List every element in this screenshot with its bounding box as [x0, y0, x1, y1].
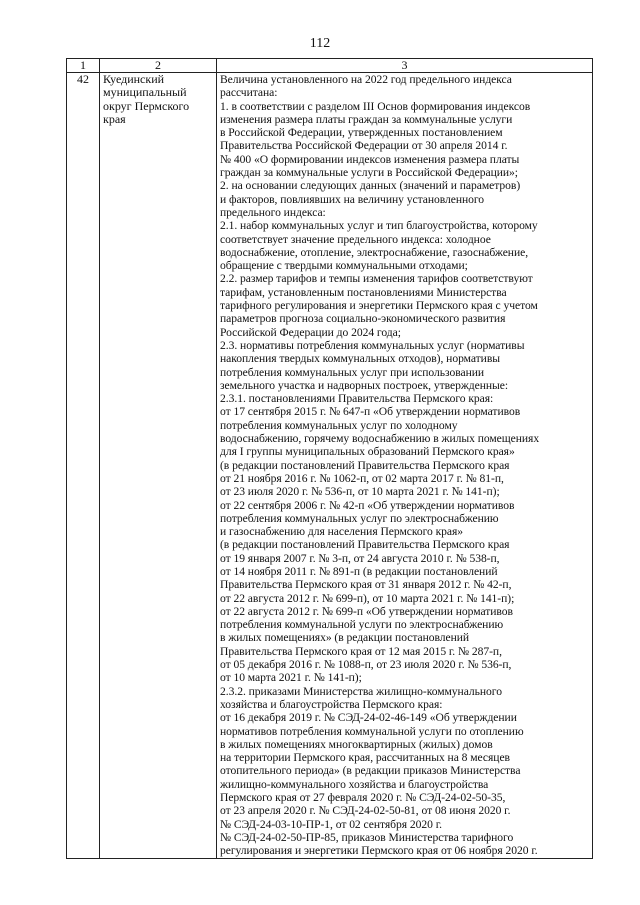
text-line: от 22 августа 2012 г. № 699-п), от 10 марта 2021 г. № 141-п);	[220, 591, 515, 605]
territory-line: округ Пермского	[103, 99, 190, 113]
text-line: обращение с твердыми коммунальными отходами;	[220, 259, 468, 273]
column-header-1: 1	[67, 59, 100, 73]
text-line: предельного индекса:	[220, 205, 326, 219]
row-description	[217, 73, 593, 859]
text-line: (в редакции постановлений Правительства Пермского края	[220, 458, 510, 472]
text-line: Величина установленного на 2022 год предельного индекса	[220, 73, 512, 86]
text-line: в жилых помещениях» (в редакции постановлений	[220, 631, 470, 645]
text-line: и факторов, повлиявших на величину установленного	[220, 192, 485, 206]
text-line: от 10 марта 2021 г. № 141-п);	[220, 671, 362, 685]
table-header-row	[67, 59, 593, 73]
text-line: в жилых помещениях многоквартирных (жилых) домов	[220, 737, 493, 751]
text-line: (в редакции постановлений Правительства Пермского края	[220, 538, 510, 552]
text-line: № СЭД-24-03-10-ПР-1, от 02 сентября 2020 г.	[220, 817, 442, 831]
text-line: регулирования и энергетики Пермского края от 06 ноября 2020 г.	[220, 844, 538, 858]
text-line: Правительства Пермского края от 12 мая 2015 г. № 287-п,	[220, 644, 502, 658]
text-line: 2.1. набор коммунальных услуг и тип благоустройства, которому	[220, 219, 538, 233]
text-line: от 17 сентября 2015 г. № 647-п «Об утверждении нормативов	[220, 405, 521, 419]
text-line: от 16 декабря 2019 г. № СЭД-24-02-46-149 «Об утверждении	[220, 711, 517, 725]
text-line: 2.3.2. приказами Министерства жилищно-коммунального	[220, 684, 502, 698]
text-line: от 19 января 2007 г. № 3-п, от 24 августа 2010 г. № 538-п,	[220, 551, 500, 565]
text-line: для I группы муниципальных образований Пермского края»	[220, 445, 515, 459]
text-line: рассчитана:	[220, 86, 278, 100]
row-number: 42	[67, 73, 100, 859]
text-line: параметров прогноза социально-экономического развития	[220, 312, 506, 326]
text-line: от 23 июля 2020 г. № 536-п, от 10 марта 2021 г. № 141-п);	[220, 485, 500, 499]
text-line: на территории Пермского края, рассчитанных на 8 месяцев	[220, 751, 510, 765]
text-line: от 05 декабря 2016 г. № 1088-п, от 23 июля 2020 г. № 536-п,	[220, 658, 512, 672]
text-line: накопления твердых коммунальных отходов), нормативы	[220, 352, 500, 366]
text-line: 2.3.1. постановлениями Правительства Пермского края:	[220, 392, 494, 406]
text-line: 2.3. нормативы потребления коммунальных услуг (нормативы	[220, 338, 525, 352]
territory-line: муниципальный	[103, 86, 187, 100]
column-header-3: 3	[217, 59, 593, 73]
text-line: № 400 «О формировании индексов изменения размера платы	[220, 152, 520, 166]
text-line: и газоснабжению для населения Пермского края»	[220, 525, 464, 539]
territory-line: Куединский	[103, 73, 165, 86]
text-line: Правительства Пермского края от 31 января 2012 г. № 42-п,	[220, 578, 512, 592]
text-line: № СЭД-24-02-50-ПР-85, приказов Министерства тарифного	[220, 830, 514, 844]
text-line: Правительства Российской Федерации от 30 апреля 2014 г.	[220, 139, 508, 153]
text-line: от 22 августа 2012 г. № 699-п «Об утверждении нормативов	[220, 604, 513, 618]
text-line: нормативов потребления коммунальной услуги по отоплению	[220, 724, 524, 738]
text-line: 1. в соответствии с разделом III Основ формирования индексов	[220, 99, 531, 113]
text-line: граждан за коммунальные услуги в Российской Федерации»;	[220, 166, 518, 180]
text-line: потребления коммунальных услуг по холодному	[220, 418, 458, 432]
text-line: 2. на основании следующих данных (значений и параметров)	[220, 179, 521, 193]
text-line: от 23 апреля 2020 г. № СЭД-24-02-50-81, от 08 июня 2020 г.	[220, 804, 511, 818]
text-line: потребления коммунальной услуги по электроснабжению	[220, 618, 504, 632]
text-line: водоснабжению, горячему водоснабжению в жилых помещениях	[220, 432, 540, 446]
document-table	[66, 58, 593, 859]
text-line: 2.2. размер тарифов и темпы изменения тарифов соответствуют	[220, 272, 533, 286]
text-line: потребления коммунальных услуг по электроснабжению	[220, 511, 499, 525]
text-line: соответствует значение предельного индекса: холодное	[220, 232, 491, 246]
territory-name	[100, 73, 217, 859]
text-line: хозяйства и благоустройства Пермского края:	[220, 697, 443, 711]
text-line: Пермского края от 27 февраля 2020 г. № СЭД-24-02-50-35,	[220, 791, 506, 805]
text-line: отопительного периода» (в редакции приказов Министерства	[220, 764, 521, 778]
text-line: потребления коммунальных услуг при использовании	[220, 365, 485, 379]
page-number: 112	[309, 36, 331, 51]
column-header-2: 2	[100, 59, 217, 73]
text-line: тарифного регулирования и энергетики Пермского края с учетом	[220, 299, 538, 313]
text-line: от 22 сентября 2006 г. № 42-п «Об утверждении нормативов	[220, 498, 515, 512]
territory-line: края	[103, 112, 126, 126]
text-line: тарифам, установленным постановлениями Министерства	[220, 285, 507, 299]
text-line: от 21 ноября 2016 г. № 1062-п, от 02 марта 2017 г. № 81-п,	[220, 471, 504, 485]
text-line: в Российской Федерации, утвержденных постановлением	[220, 126, 503, 140]
text-line: жилищно-коммунального хозяйства и благоустройства	[220, 777, 489, 791]
text-line: Российской Федерации до 2024 года;	[220, 325, 401, 339]
text-line: земельного участка и надворных построек, утвержденные:	[220, 378, 509, 392]
text-line: изменения размера платы граждан за коммунальные услуги	[220, 112, 513, 126]
text-line: водоснабжение, отопление, электроснабжение, газоснабжение,	[220, 245, 529, 259]
table-row	[67, 73, 593, 859]
text-line: от 14 ноября 2011 г. № 891-п (в редакции постановлений	[220, 564, 498, 578]
